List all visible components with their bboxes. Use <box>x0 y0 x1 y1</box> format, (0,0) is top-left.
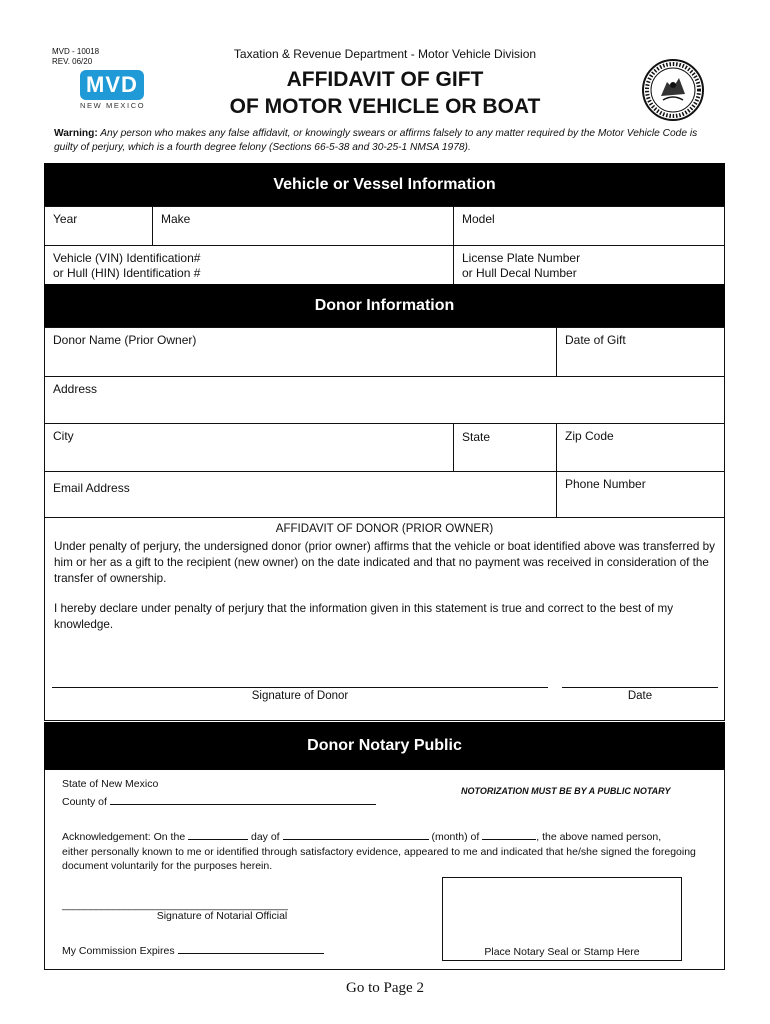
state-label: State <box>462 430 491 444</box>
zip-label: Zip Code <box>565 429 614 443</box>
vin-field[interactable] <box>44 245 454 285</box>
notary-county-input[interactable] <box>110 795 376 805</box>
donor-date-line[interactable] <box>562 687 718 688</box>
affidavit-paragraph-2: I hereby declare under penalty of perjury that the information given in this statement is true and correct to the best of my knowledge. <box>54 602 674 631</box>
warning-label: Warning: <box>54 128 98 139</box>
make-label: Make <box>161 212 191 226</box>
ack-year-input[interactable] <box>482 830 536 840</box>
mvd-logo-subtitle: NEW MEXICO <box>80 101 146 110</box>
ack-text-2: day of <box>251 831 280 843</box>
notary-section-heading: Donor Notary Public <box>44 722 725 770</box>
donor-name-field[interactable] <box>44 327 557 377</box>
plate-label-1: License Plate Number <box>462 251 581 265</box>
phone-label: Phone Number <box>565 477 646 491</box>
model-label: Model <box>462 212 495 226</box>
affidavit-paragraph-1: Under penalty of perjury, the undersigned donor (prior owner) affirms that the vehicle or boat identified above was transferred by him or her as a gift to the recipient (new owner) on the date indicated and that no payment was received in consideration of the transfer of ownership. <box>54 540 715 585</box>
department-name: Taxation & Revenue Department - Motor Vehicle Division <box>233 47 537 61</box>
form-code: MVD - 10018 <box>52 47 100 56</box>
ack-day-input[interactable] <box>188 830 248 840</box>
ack-text-3: (month) of <box>431 831 480 843</box>
mvd-logo: MVD <box>80 70 144 100</box>
donor-name-label: Donor Name (Prior Owner) <box>53 333 197 347</box>
notary-signature-line[interactable]: ________________________________________ <box>62 899 288 911</box>
address-label: Address <box>53 382 98 396</box>
title-line-2: OF MOTOR VEHICLE OR BOAT <box>229 95 541 118</box>
commission-expiry-input[interactable] <box>178 944 324 954</box>
perjury-warning <box>54 127 714 155</box>
notary-county-label: County of <box>62 796 107 808</box>
date-of-gift-field[interactable] <box>556 327 725 377</box>
plate-field[interactable] <box>453 245 725 285</box>
affidavit-title: AFFIDAVIT OF DONOR (PRIOR OWNER) <box>275 523 494 535</box>
notarization-notice: NOTORIZATION MUST BE BY A PUBLIC NOTARY <box>461 786 671 796</box>
model-field[interactable] <box>453 206 725 246</box>
form-revision: REV. 06/20 <box>52 57 93 66</box>
vin-label-1: Vehicle (VIN) Identification# <box>53 251 201 265</box>
email-field[interactable] <box>44 471 557 518</box>
ack-text-4: , the above named person, <box>536 831 662 843</box>
state-seal-icon <box>641 58 705 122</box>
notary-state: State of New Mexico <box>62 778 159 790</box>
year-label: Year <box>53 212 78 226</box>
plate-label-2: or Hull Decal Number <box>462 266 577 280</box>
make-field[interactable] <box>152 206 454 246</box>
donor-date-label: Date <box>627 690 653 702</box>
donor-signature-line[interactable] <box>52 687 548 688</box>
acknowledgement-text: either personally known to me or identified through satisfactory evidence, appeared to me and indicated that he/she signed the foregoing document voluntarily for the purposes herein. <box>62 846 696 872</box>
state-field[interactable] <box>453 423 557 472</box>
phone-field[interactable] <box>556 471 725 518</box>
date-of-gift-label: Date of Gift <box>565 333 626 347</box>
email-label: Email Address <box>53 481 130 495</box>
donor-section-heading: Donor Information <box>44 284 725 328</box>
acknowledgement-row <box>62 830 661 844</box>
city-field[interactable] <box>44 423 454 472</box>
notary-county-row <box>62 795 376 809</box>
go-to-page-2-link[interactable]: Go to Page 2 <box>346 980 424 996</box>
warning-text: Any person who makes any false affidavit, or knowingly swears or affirms falsely to any matter required by the Motor Vehicle Code is guilty of perjury, which is a fourth degree felony (Sections 66-5-38 and 30-25-1 NMSA 1978). <box>54 128 698 153</box>
commission-label: My Commission Expires <box>62 945 175 957</box>
address-field[interactable] <box>44 376 725 424</box>
notary-signature-label: Signature of Notarial Official <box>156 910 288 922</box>
ack-text-1: Acknowledgement: On the <box>62 831 186 843</box>
city-label: City <box>53 429 74 443</box>
title-line-1: AFFIDAVIT OF GIFT <box>286 68 484 91</box>
zip-field[interactable] <box>556 423 725 472</box>
vehicle-section-heading: Vehicle or Vessel Information <box>44 163 725 207</box>
notary-seal-label: Place Notary Seal or Stamp Here <box>484 946 640 958</box>
donor-signature-label: Signature of Donor <box>251 690 349 702</box>
year-field[interactable] <box>44 206 153 246</box>
commission-row <box>62 944 324 958</box>
ack-month-input[interactable] <box>283 830 429 840</box>
vin-label-2: or Hull (HIN) Identification # <box>53 266 201 280</box>
